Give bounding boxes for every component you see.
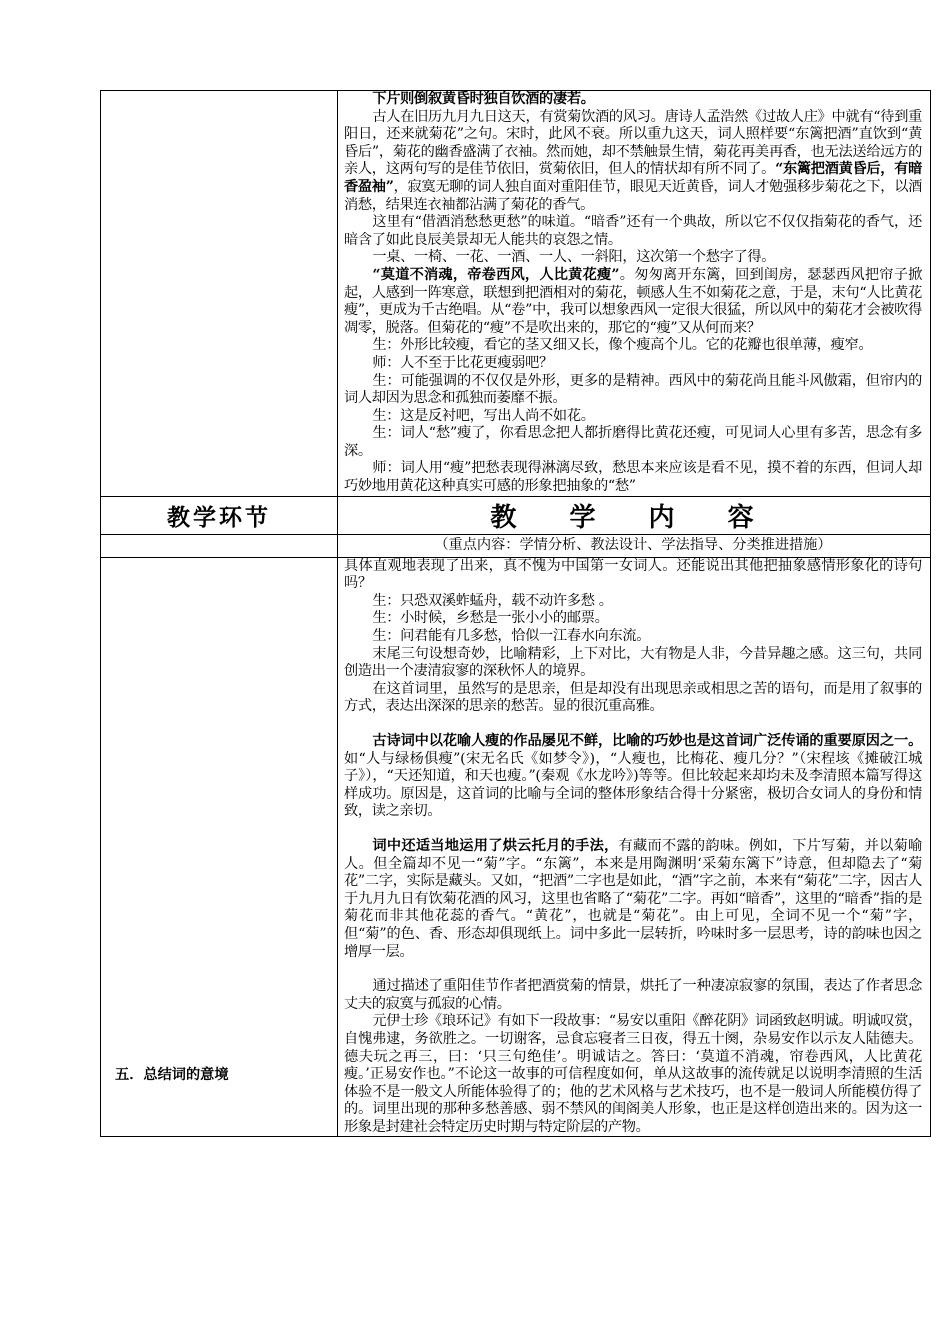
paragraph: [344, 733, 922, 821]
text-run: 生：可能强调的不仅仅是外形，更多的是精神。西风中的菊花尚且能斗风傲霜，但帘内的词人却因为思念和孤独而萎靡不振。: [344, 372, 922, 407]
text-run: 生：这是反衬吧，写出人尚不如花。: [372, 407, 595, 424]
content-cell-bottom: [338, 557, 931, 1137]
text-run: 这里有“借酒消愁愁更愁”的味道。“暗香”还有一个典故，所以它不仅仅指菊花的香气，还暗含了如此良辰美景却无人能共的哀怨之情。: [344, 214, 922, 248]
paragraph: [344, 267, 922, 337]
subheader-empty: [101, 534, 338, 557]
bold-text: “东篱把酒黄昏后，有暗香盈袖”: [344, 161, 922, 195]
subheader-row: [101, 534, 931, 557]
paragraph: [344, 646, 922, 681]
text-run: 元伊士珍《琅环记》有如下一段故事：“易安以重阳《醉花阴》词函致赵明诚。明诚叹赏，自愧弗逮，务欲胜之。一切谢客，忌食忘寝者三日夜，得五十阕，杂易安作以示友人陆德夫。德夫玩之再三，曰：‘只三句绝佳’。明诚诘之。答曰：‘莫道不消魂，帘卷西风，人比黄花瘦。’正易安作也。”不论这一故事的可信程度如何，单从这故事的流传就足以说明李清照的生活体验不是一般文人所能体验得了的；他的艺术风格与艺术技巧，也不是一般词人所能模仿得了的。词里出现的那种多愁善感、弱不禁风的闺阁美人形象，也正是这样创造出来的。因为这一形象是封建社会特定历史时期与特定阶层的产物。: [344, 1013, 922, 1135]
top-content: [344, 91, 922, 496]
text-run: 具体直观地表现了出来，真不愧为中国第一女词人。还能说出其他把抽象感情形象化的诗句吗？: [344, 557, 922, 592]
text-run: ，寂寞无聊的词人独自面对重阳佳节，眼见天近黄昏，词人才勉强移步菊花之下，以酒消愁，结果连衣袖都沾满了菊花的香气。: [344, 178, 922, 213]
paragraph: [344, 337, 922, 355]
header-content: 教 学 内 容: [338, 496, 931, 534]
text-run: 古人在旧历九月九日这天，有赏菊饮酒的风习。唐诗人孟浩然《过故人庄》中就有“待到重阳日，还来就菊花”之句。宋时，此风不衰。所以重九这天，词人照样要“东篱把酒”直饮到“黄昏后”，菊花的幽香盛满了衣袖。然而她，却不禁触景生情，菊花再美再香，也无法送给远方的亲人，这两句写的是佳节依旧，赏菊依旧，但人的情状却有所不同了。: [344, 108, 922, 178]
paragraph-gap: [344, 716, 922, 733]
text-run: 有藏而不露的韵味。例如，下片写菊，并以菊喻人。但全篇却不见一“菊”字。“东篱”，本来是用陶渊明‘采菊东篱下”诗意，但却隐去了“菊花”二字，实际是藏头。又如，“把酒”二字也是如此，“酒”字之前，本来有“菊花”二字，因古人于九月九日有饮菊花酒的风习，这里也省略了“菊花”二字。再如“暗香”，这里的“暗香”指的是菊花而非其他花蕊的香气。“黄花”，也就是“菊花”。由上可见，全词不见一个“菊”字，但“菊”的色、香、形态却俱现纸上。词中多此一层转折，吟味时多一层思考，诗的韵味也因之增厚一层。: [344, 837, 922, 960]
text-run: 末尾三句设想奇妙，比喻精彩，上下对比，大有物是人非，今昔异趣之感。这三句，共同创造出一个凄清寂寥的深秋怀人的境界。: [344, 645, 922, 680]
paragraph: [344, 628, 922, 646]
text-run: 生：小时候，乡愁是一张小小的邮票。: [372, 610, 609, 627]
content-cell-top: [338, 91, 931, 497]
bottom-content: [344, 558, 922, 1137]
paragraph: [344, 249, 922, 267]
text-run: 生：只恐双溪蚱蜢舟，载不动许多愁 。: [372, 592, 613, 609]
paragraph: [344, 978, 922, 1013]
paragraph-gap: [344, 821, 922, 838]
bold-text: 词中还适当地运用了烘云托月的手法，: [372, 837, 619, 854]
paragraph: [344, 610, 922, 628]
text-run: 如“人与绿杨俱瘦”(宋无名氏《如梦令》)，“人瘦也，比梅花、瘦几分？”（宋程垓《摊破江城子》），“天还知道，和天也瘦。”(秦观《水龙吟》)等等。但比较起来却均未及李清照本篇写得这样成功。原因是，这首词的比喻与全词的整体形象结合得十分紧密，极切合女词人的身份和情致，读之亲切。: [344, 750, 922, 820]
text-run: 生：词人“愁”瘦了，你看思念把人都折磨得比黄花还瘦，可见词人心里有多苦，思念有多深。: [344, 425, 922, 459]
paragraph: [344, 681, 922, 716]
text-run: 在这首词里，虽然写的是思亲，但是却没有出现思亲或相思之苦的语句，而是用了叙事的方式，表达出深深的思亲的愁苦。显的很沉重高雅。: [344, 680, 922, 715]
paragraph-gap: [344, 961, 922, 978]
lesson-plan-table: [100, 90, 931, 1137]
paragraph: [344, 838, 922, 961]
text-run: 师：词人用“瘦”把愁表现得淋漓尽致，愁思本来应该是看不见，摸不着的东西，但词人却巧妙地用黄花这种真实可感的形象把抽象的“愁”: [344, 460, 922, 495]
paragraph: [344, 460, 922, 495]
paragraph: [344, 425, 922, 460]
paragraph: [344, 408, 922, 426]
bold-text: “莫道不消魂，帝卷西风，人比黄花瘦”: [372, 266, 620, 283]
header-row: [101, 496, 931, 534]
stage-cell-empty: [101, 91, 338, 497]
section-label: 五．总结词的意境: [101, 557, 338, 1137]
paragraph: [344, 355, 922, 373]
bold-text: 古诗词中以花喻人瘦的作品屡见不鲜，比喻的巧妙也是这首词广泛传诵的重要原因之一。: [372, 733, 922, 749]
paragraph: [344, 558, 922, 593]
document-page: [100, 90, 922, 1137]
text-run: 生：问君能有几多愁，恰似一江春水向东流。: [372, 628, 651, 645]
paragraph: [344, 593, 922, 611]
paragraph: [344, 214, 922, 249]
paragraph: [344, 373, 922, 408]
text-run: 。匆匆离开东篱，回到闺房，瑟瑟西风把帘子掀起，人感到一阵寒意，联想到把酒相对的菊花，顿感人生不如菊花之意，于是，末句“人比黄花瘦”，更成为千古绝唱。从“卷”中，我可以想象西风一定很大很猛，所以风中的菊花才会被吹得凋零，脱落。但菊花的“瘦”不是吹出来的，那它的“瘦”又从何而来？: [344, 266, 922, 336]
text-run: 师：人不至于比花更瘦弱吧？: [372, 354, 553, 371]
paragraph: [344, 1013, 922, 1136]
subheader-note: （重点内容：学情分析、教法设计、学法指导、分类推进措施）: [338, 534, 931, 557]
header-stage: 教学环节: [101, 496, 338, 534]
section-row: [101, 557, 931, 1137]
row-continued: [101, 91, 931, 497]
paragraph: [344, 91, 922, 109]
paragraph: [344, 109, 922, 215]
text-run: 一桌、一椅、一花、一酒、一人、一斜阳，这次第一个愁字了得。: [372, 249, 776, 266]
text-run: 生：外形比较瘦，看它的茎又细又长，像个瘦高个儿。它的花瓣也很单薄，瘦窄。: [372, 337, 873, 354]
bold-text: 下片则倒叙黄昏时独自饮酒的凄若。: [372, 91, 595, 107]
text-run: 通过描述了重阳佳节作者把酒赏菊的情景，烘托了一种凄凉寂寥的氛围，表达了作者思念丈夫的寂寞与孤寂的心情。: [344, 978, 922, 1012]
